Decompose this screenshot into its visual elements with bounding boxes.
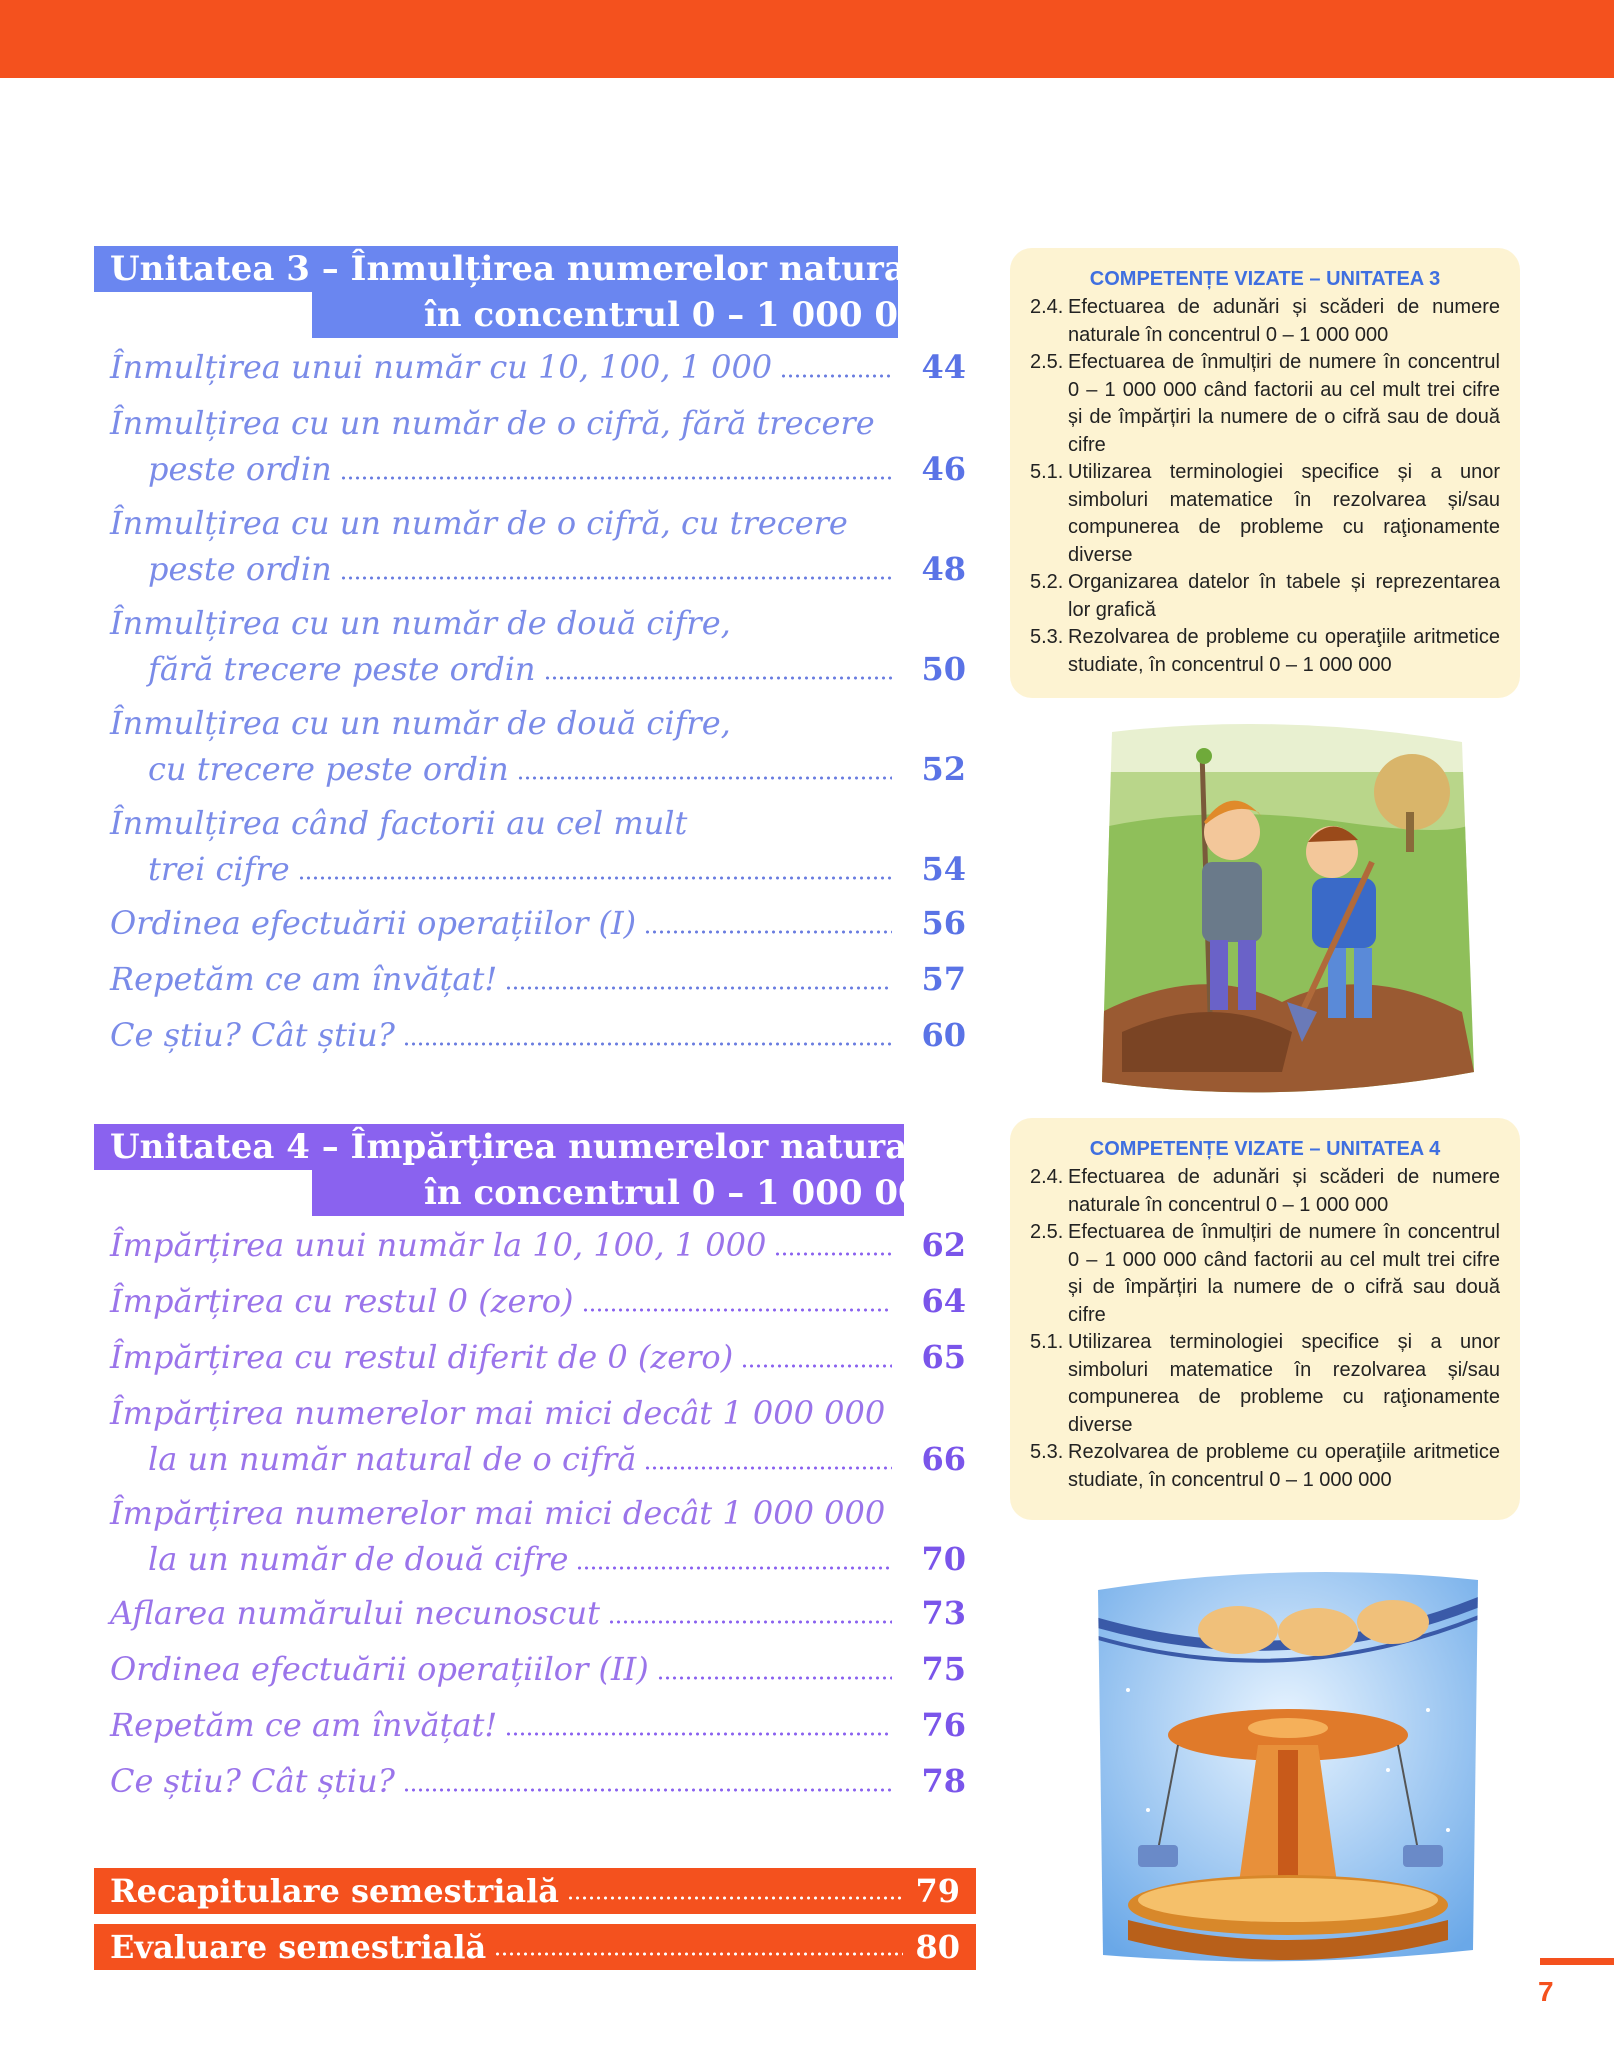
toc-entry[interactable] [110,1012,966,1058]
toc-entry[interactable] [110,344,966,390]
top-color-band [0,0,1614,78]
toc-entry-title: Ordinea efectuării operațiilor (I) [110,904,637,942]
unit4-heading-line1: Unitatea 4 – Împărțirea numerelor naturale [94,1124,904,1170]
toc-entry-title-cont: peste ordin [148,550,332,588]
toc-entry-title: Înmulțirea cu un număr de o cifră, cu trecere [110,504,848,542]
competence-text: Rezolvarea de probleme cu operaţiile aritmetice studiate, în concentrul 0 – 1 000 000 [1068,626,1500,676]
toc-page-number: 65 [921,1338,966,1376]
leader-dots [505,986,892,990]
competence-item [1030,1164,1500,1219]
toc-entry-title: Ce știu? Cât știu? [110,1762,395,1800]
toc-entry-evaluation[interactable] [94,1924,976,1970]
page-number: 7 [1538,1976,1554,2007]
toc-entry-title: Împărțirea cu restul 0 (zero) [110,1282,574,1320]
toc-entry[interactable] [110,600,966,692]
toc-entry[interactable] [110,900,966,946]
leader-dots [576,1566,892,1570]
toc-entry-title: Împărțirea numerelor mai mici decât 1 000 000 [110,1394,886,1432]
toc-entry-title: Împărțirea cu restul diferit de 0 (zero) [110,1338,734,1376]
leader-dots [544,676,892,680]
children-planting-tree-illustration [1082,712,1480,1102]
toc-entry-title: Repetăm ce am învățat! [110,1706,498,1744]
unit3-heading-line2: în concentrul 0 – 1 000 000 [312,292,898,338]
leader-dots [582,1308,892,1312]
toc-entry-title: Împărțirea numerelor mai mici decât 1 000 000 [110,1494,886,1532]
competence-text: Utilizarea terminologiei specifice și a unor simboluri matematice în rezolvarea și/sau compunerea de probleme cu raţionamente diverse [1068,1331,1500,1436]
unit3-heading-line1: Unitatea 3 – Înmulțirea numerelor naturale [94,246,898,292]
competences-title: COMPETENȚE VIZATE – UNITATEA 3 [1089,268,1441,290]
leader-dots [340,576,892,580]
toc-entry[interactable] [110,1490,966,1582]
toc-page-number: 52 [921,750,966,788]
competence-item [1030,459,1500,569]
toc-entry-title: Înmulțirea unui număr cu 10, 100, 1 000 [110,348,773,386]
toc-entry[interactable] [110,1390,966,1482]
toc-page-number: 50 [921,650,966,688]
competence-item [1030,349,1500,459]
leader-dots [403,1042,892,1046]
leader-dots [340,476,892,480]
toc-page-number: 73 [921,1594,966,1632]
competence-number: 5.1. [1030,461,1064,483]
bar-page-number: 80 [915,1928,960,1966]
bar-label: Evaluare semestrială [110,1928,487,1966]
bar-page-number: 79 [915,1872,960,1910]
toc-entry-title: Repetăm ce am învățat! [110,960,498,998]
unit4-heading-line2: în concentrul 0 – 1 000 000 [312,1170,904,1216]
toc-entry-title: Înmulțirea când factorii au cel mult [110,804,688,842]
toc-entry-title: Ordinea efectuării operațiilor (II) [110,1650,649,1688]
toc-entry-title: Înmulțirea cu un număr de două cifre, [110,604,731,642]
toc-page-number: 46 [921,450,966,488]
competence-text: Efectuarea de înmulțiri de numere în concentrul 0 – 1 000 000 când factorii au cel mult trei cifre și de împărțiri la numere de o cifră sau de două cifre [1068,351,1500,456]
toc-entry[interactable] [110,800,966,892]
competence-item [1030,1329,1500,1439]
competence-number: 5.1. [1030,1331,1064,1353]
leader-dots [608,1620,892,1624]
toc-entry-title-cont: trei cifre [148,850,290,888]
toc-entry-title: Ce știu? Cât știu? [110,1016,395,1054]
toc-page-number: 44 [921,348,966,386]
leader-dots [505,1732,892,1736]
toc-page-number: 66 [921,1440,966,1478]
toc-entry[interactable] [110,500,966,592]
leader-dots [517,776,892,780]
toc-entry[interactable] [110,700,966,792]
competence-item [1030,624,1500,679]
toc-page-number: 76 [921,1706,966,1744]
toc-entry[interactable] [110,1702,966,1748]
toc-page-number: 56 [921,904,966,942]
toc-entry[interactable] [110,1758,966,1804]
toc-entry-title-cont: la un număr de două cifre [148,1540,569,1578]
competence-item [1030,1439,1500,1494]
toc-entry-title-cont: peste ordin [148,450,332,488]
toc-entry[interactable] [110,956,966,1002]
toc-page-number: 54 [921,850,966,888]
competence-text: Efectuarea de adunări și scăderi de numere naturale în concentrul 0 – 1 000 000 [1068,1166,1500,1216]
leader-dots [644,930,892,934]
competence-number: 5.3. [1030,626,1064,648]
competence-item [1030,1219,1500,1329]
competence-item [1030,294,1500,349]
competence-number: 5.2. [1030,571,1064,593]
leader-dots [298,876,892,880]
toc-entry-title-cont: cu trecere peste ordin [148,750,509,788]
toc-entry-title: Înmulțirea cu un număr de o cifră, fără trecere [110,404,875,442]
leader-dots [657,1676,892,1680]
competence-number: 2.5. [1030,1221,1064,1243]
competence-text: Rezolvarea de probleme cu operaţiile aritmetice studiate, în concentrul 0 – 1 000 000 [1068,1441,1500,1491]
page-corner-line [1540,1958,1614,1965]
bar-label: Recapitulare semestrială [110,1872,560,1910]
toc-entry-title-cont: fără trecere peste ordin [148,650,536,688]
leader-dots [774,1252,892,1256]
toc-entry-title: Aflarea numărului necunoscut [110,1594,601,1632]
leader-dots [494,1952,903,1956]
toc-entry[interactable] [110,1278,966,1324]
competences-title: COMPETENȚE VIZATE – UNITATEA 4 [1089,1138,1441,1160]
unit3-competences-box [1010,248,1520,698]
competence-text: Efectuarea de adunări și scăderi de numere naturale în concentrul 0 – 1 000 000 [1068,296,1500,346]
toc-page-number: 62 [921,1226,966,1264]
unit4-competences-box [1010,1118,1520,1520]
competence-item [1030,569,1500,624]
carousel-illustration [1088,1560,1484,1970]
leader-dots [567,1896,903,1900]
competence-number: 2.4. [1030,1166,1064,1188]
leader-dots [403,1788,892,1792]
toc-entry[interactable] [110,1222,966,1268]
competence-text: Utilizarea terminologiei specifice și a unor simboluri matematice în rezolvarea și/sau compunerea de probleme cu raţionamente diverse [1068,461,1500,566]
toc-page-number: 70 [921,1540,966,1578]
toc-page-number: 64 [921,1282,966,1320]
toc-entry[interactable] [110,1646,966,1692]
leader-dots [741,1364,892,1368]
toc-page-number: 78 [921,1762,966,1800]
toc-entry-title-cont: la un număr natural de o cifră [148,1440,637,1478]
competence-text: Efectuarea de înmulțiri de numere în concentrul 0 – 1 000 000 când factorii au cel mult trei cifre și de împărțiri la numere de o cifră sau două cifre [1068,1221,1500,1326]
toc-entry[interactable] [110,1590,966,1636]
toc-page-number: 48 [921,550,966,588]
toc-entry-title: Înmulțirea cu un număr de două cifre, [110,704,731,742]
competence-number: 5.3. [1030,1441,1064,1463]
toc-page-number: 57 [921,960,966,998]
toc-entry[interactable] [110,400,966,492]
toc-entry-recap[interactable] [94,1868,976,1914]
leader-dots [644,1466,892,1470]
toc-page-number: 60 [921,1016,966,1054]
competence-number: 2.4. [1030,296,1064,318]
toc-entry-title: Împărțirea unui număr la 10, 100, 1 000 [110,1226,767,1264]
competence-text: Organizarea datelor în tabele și reprezentarea lor grafică [1068,571,1500,621]
toc-page-number: 75 [921,1650,966,1688]
toc-entry[interactable] [110,1334,966,1380]
leader-dots [780,374,892,378]
competence-number: 2.5. [1030,351,1064,373]
